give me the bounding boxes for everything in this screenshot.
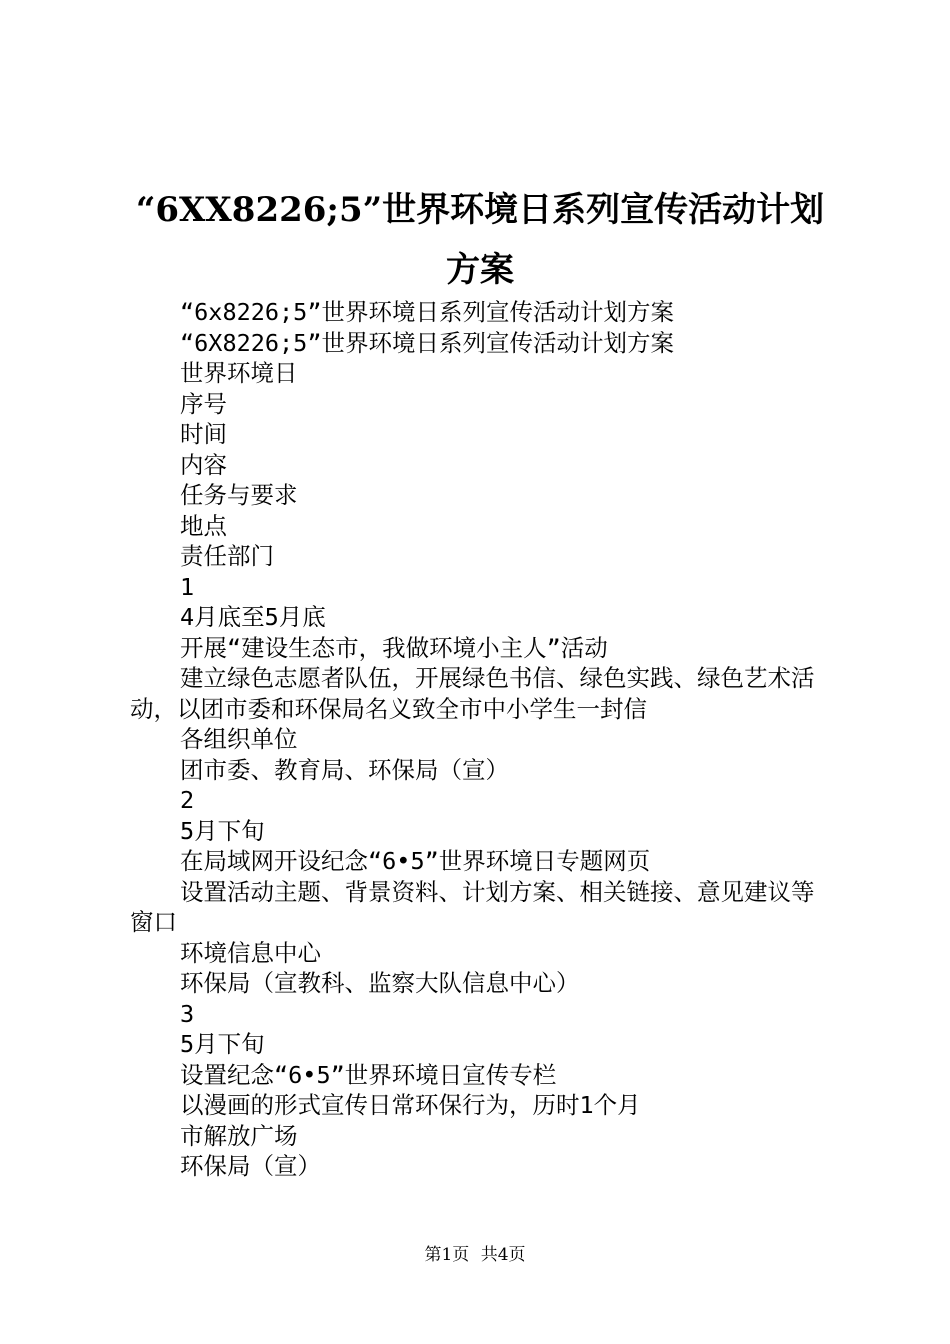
paragraph: 责任部门 (180, 542, 274, 570)
paragraph: 设置活动主题、背景资料、计划方案、相关链接、意见建议等窗口 (130, 877, 815, 936)
paragraph: 时间 (180, 420, 227, 448)
paragraph: 以漫画的形式宣传日常环保行为，历时1个月 (180, 1091, 641, 1119)
paragraph: 任务与要求 (180, 481, 298, 509)
paragraph: 5月下旬 (180, 816, 265, 845)
document-title-line-1: “6XX8226;5”世界环境日系列宣传活动计划 (135, 190, 825, 230)
paragraph: 团市委、教育局、环保局（宣） (180, 755, 509, 784)
paragraph: 在局域网开设纪念“6•5”世界环境日专题网页 (180, 847, 651, 875)
paragraph: 3 (180, 999, 195, 1028)
paragraph: 4月底至5月底 (180, 603, 326, 631)
document-body (130, 297, 835, 1182)
paragraph: 环保局（宣教科、监察大队信息中心） (180, 969, 580, 997)
document-title-line-2: 方案 (446, 250, 514, 290)
paragraph: 世界环境日 (180, 359, 298, 387)
paragraph: 序号 (180, 389, 227, 418)
paragraph: 开展“建设生态市，我做环境小主人”活动 (180, 633, 608, 662)
paragraph: 环保局（宣） (180, 1152, 321, 1180)
paragraph: 2 (180, 786, 195, 814)
paragraph: 市解放广场 (180, 1121, 298, 1150)
paragraph: 5月下旬 (180, 1030, 265, 1058)
paragraph: 地点 (180, 511, 227, 540)
paragraph: 环境信息中心 (180, 938, 321, 967)
paragraph: “6X8226;5”世界环境日系列宣传活动计划方案 (180, 328, 674, 357)
paragraph: 1 (180, 572, 195, 601)
page-footer: 第1页 共4页 (424, 1245, 526, 1265)
paragraph: 内容 (180, 450, 227, 479)
paragraph: “6x8226;5”世界环境日系列宣传活动计划方案 (180, 298, 674, 326)
paragraph: 设置纪念“6•5”世界环境日宣传专栏 (180, 1060, 557, 1089)
paragraph: 各组织单位 (180, 725, 298, 753)
paragraph: 建立绿色志愿者队伍，开展绿色书信、绿色实践、绿色艺术活动，以团市委和环保局名义致全市中小学生一封信 (130, 664, 815, 723)
